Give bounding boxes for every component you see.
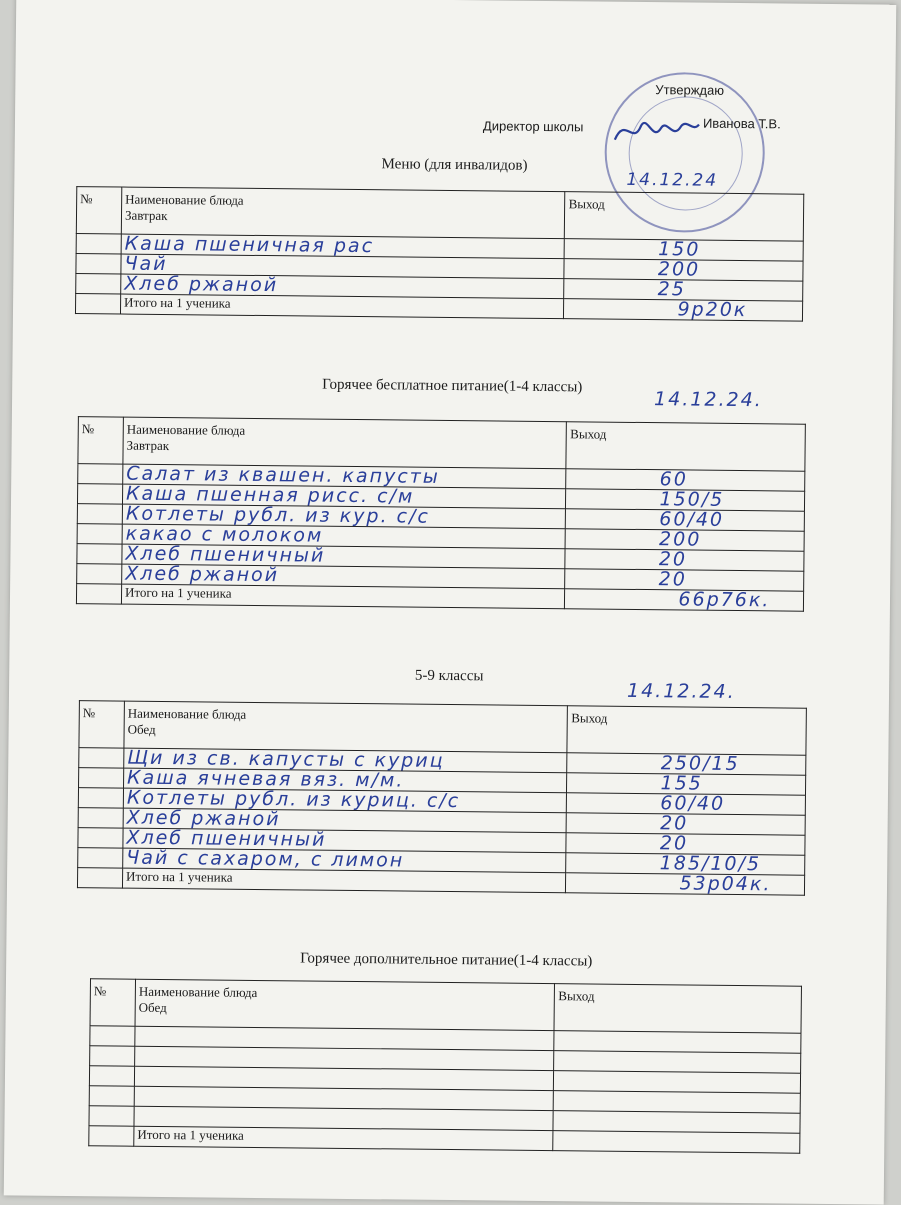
- section-caption: Горячее бесплатное питание(1-4 классы): [12, 373, 892, 399]
- column-header-number: №: [78, 417, 123, 464]
- total-row: [76, 584, 803, 612]
- total-value-text: 9р20к: [677, 298, 747, 321]
- total-value: [564, 299, 803, 321]
- dish-name-text: Хлеб ржаной: [125, 563, 279, 587]
- row-number: [78, 828, 123, 848]
- row-number: [77, 504, 122, 524]
- total-label: Итого на 1 ученика: [122, 868, 566, 893]
- dish-output: [554, 1051, 801, 1074]
- dish-output-text: 20: [659, 568, 687, 590]
- director-name: Иванова Т.В.: [703, 116, 781, 132]
- section-caption: Меню (для инвалидов): [14, 152, 894, 178]
- dish-output: [554, 1031, 801, 1054]
- column-header-number: №: [76, 187, 121, 234]
- dish-output: [553, 1111, 800, 1134]
- row-number: [89, 1066, 134, 1086]
- dish-output-text: 60/40: [659, 508, 724, 531]
- row-number: [76, 274, 121, 294]
- row-number: [90, 1026, 135, 1046]
- dish-name-text: Каша ячневая вяз. м/м.: [127, 767, 404, 792]
- dish-output-text: 60/40: [660, 792, 725, 815]
- row-number: [79, 768, 124, 788]
- meal-type: Обед: [128, 722, 565, 743]
- total-value-text: 66р76к.: [678, 588, 770, 611]
- column-header-output: Выход: [567, 706, 806, 755]
- menu-table: [75, 186, 804, 322]
- row-number: [76, 254, 121, 274]
- row-number: [76, 234, 121, 254]
- meal-type: Завтрак: [127, 438, 564, 459]
- menu-table: [88, 978, 802, 1153]
- column-header-output: Выход: [566, 422, 805, 471]
- dish-name-text: какао с молоком: [126, 523, 324, 547]
- dish-output: [554, 1091, 801, 1114]
- column-header-number: №: [90, 979, 135, 1026]
- dish-name-text: Каша пшенная рисс. с/м: [126, 483, 414, 508]
- column-header-number: №: [79, 701, 124, 748]
- column-header-name: [123, 417, 567, 469]
- total-label: Итого на 1 ученика: [121, 584, 565, 609]
- dish-output-text: 250/15: [661, 752, 740, 775]
- row-number: [77, 524, 122, 544]
- dish-name-text: Хлеб пшеничный: [126, 827, 326, 851]
- dish-output-text: 150/5: [659, 488, 724, 511]
- dish-name-text: Чай с сахаром, с лимон: [126, 847, 404, 872]
- section-caption: 5-9 классы: [9, 663, 889, 689]
- row-number: [89, 1086, 134, 1106]
- dish-name-text: Каша пшеничная рас: [125, 233, 375, 258]
- dish-output-text: 25: [658, 278, 686, 300]
- column-header-name: [135, 979, 555, 1030]
- row-number: [89, 1106, 134, 1126]
- section-date: 14.12.24.: [654, 388, 763, 411]
- meal-type: Обед: [139, 1000, 552, 1020]
- row-number: [78, 848, 123, 868]
- dish-output-text: 200: [659, 528, 701, 550]
- dish-name-text: Хлеб пшеничный: [125, 543, 325, 567]
- meal-type: Завтрак: [125, 208, 562, 229]
- column-header-name: [124, 701, 568, 753]
- total-value-text: 53р04к.: [679, 872, 771, 895]
- section-caption: Горячее дополнительное питание(1-4 классы): [6, 947, 886, 973]
- total-value: [566, 873, 805, 895]
- column-header-name: [121, 187, 565, 239]
- row-number: [90, 1046, 135, 1066]
- total-value: [565, 589, 804, 611]
- total-number: [75, 294, 120, 314]
- dish-name-text: Салат из квашен. капусты: [126, 463, 440, 488]
- dish-name-text: Щи из св. капусты с куриц: [127, 747, 444, 772]
- total-row: [77, 868, 804, 896]
- stamp-date: 14.12.24: [626, 170, 718, 191]
- total-label: Итого на 1 ученика: [134, 1126, 554, 1150]
- dish-output-text: 155: [660, 772, 702, 794]
- dish-output: [554, 1071, 801, 1094]
- column-header-name-label: Наименование блюда: [125, 192, 562, 213]
- row-number: [77, 544, 122, 564]
- menu-table: [76, 416, 806, 612]
- column-header-name-label: Наименование блюда: [139, 984, 552, 1004]
- document-sheet: [4, 0, 897, 1205]
- dish-output-text: 20: [660, 832, 688, 854]
- row-number: [78, 464, 123, 484]
- dish-output-text: 60: [660, 468, 688, 490]
- dish-output-text: 20: [659, 548, 687, 570]
- column-header-name-label: Наименование блюда: [128, 706, 565, 727]
- dish-name-text: Котлеты рубл. из куриц. с/с: [127, 787, 461, 812]
- menu-table: [77, 700, 807, 896]
- director-signature: [611, 112, 701, 153]
- section-date: 14.12.24.: [627, 680, 736, 703]
- column-header-name-label: Наименование блюда: [127, 422, 564, 443]
- dish-output-text: 200: [658, 258, 700, 280]
- total-value: [553, 1131, 800, 1154]
- dish-name-text: Котлеты рубл. из кур. с/с: [126, 503, 430, 528]
- row-number: [79, 748, 124, 768]
- dish-name-text: Хлеб ржаной: [127, 807, 281, 831]
- row-number: [77, 564, 122, 584]
- dish-name-text: Хлеб ржаной: [124, 273, 278, 297]
- column-header-output: Выход: [554, 984, 801, 1034]
- dish-name: [121, 234, 565, 259]
- row-number: [78, 788, 123, 808]
- column-header-output: Выход: [565, 192, 804, 241]
- dish-output-text: 185/10/5: [660, 852, 762, 875]
- dish-name-text: Чай: [124, 253, 167, 275]
- dish-output-text: 20: [660, 812, 688, 834]
- total-row: [75, 294, 802, 322]
- table-header-row: [90, 979, 801, 1033]
- total-number: [89, 1126, 134, 1146]
- total-label: Итого на 1 ученика: [120, 294, 564, 319]
- approve-label: Утверждаю: [655, 82, 724, 98]
- row-number: [77, 484, 122, 504]
- director-label: Директор школы: [483, 118, 584, 134]
- total-number: [76, 584, 121, 604]
- row-number: [78, 808, 123, 828]
- dish-output-text: 150: [658, 238, 700, 260]
- total-number: [77, 868, 122, 888]
